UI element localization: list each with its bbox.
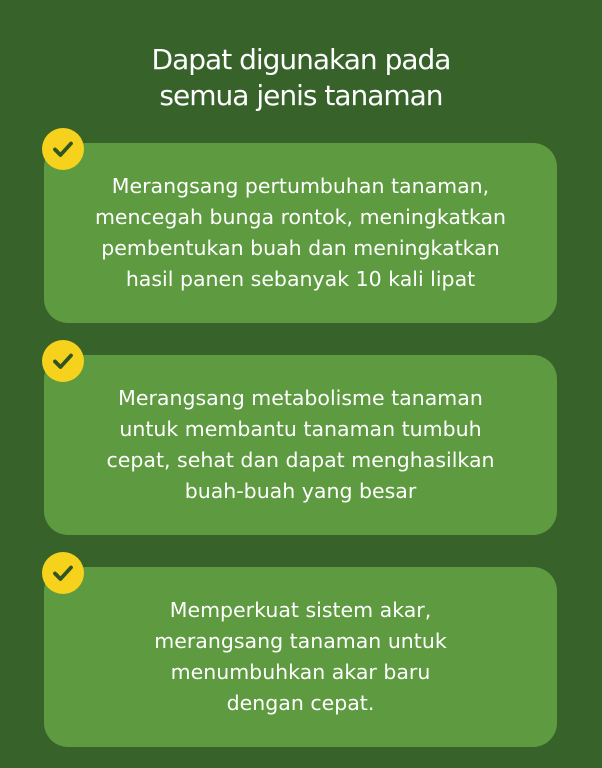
headline-line-1: Dapat digunakan pada [151, 43, 451, 76]
benefit-3-line-3: menumbuhkan akar baru [170, 660, 431, 684]
benefit-1-line-3: pembentukan buah dan meningkatkan [101, 236, 500, 260]
benefit-1-line-4: hasil panen sebanyak 10 kali lipat [125, 267, 476, 291]
benefit-card-3 [44, 567, 557, 747]
benefit-3-line-2: merangsang tanaman untuk [154, 629, 447, 653]
benefit-text-1 [68, 171, 533, 295]
headline [0, 42, 602, 114]
benefit-3-line-1: Memperkuat sistem akar, [169, 598, 432, 622]
benefit-card-2 [44, 355, 557, 535]
benefit-text-2 [68, 383, 533, 507]
benefit-text-3 [68, 595, 533, 719]
benefit-2-line-4: buah-buah yang besar [184, 479, 417, 503]
benefit-1-line-2: mencegah bunga rontok, meningkatkan [94, 205, 507, 229]
check-icon [42, 128, 84, 170]
benefit-3-line-4: dengan cepat. [226, 691, 375, 715]
benefit-2-line-3: cepat, sehat dan dapat menghasilkan [106, 448, 495, 472]
benefit-2-line-1: Merangsang metabolisme tanaman [118, 386, 483, 410]
headline-line-2: semua jenis tanaman [159, 79, 443, 112]
benefit-2-line-2: untuk membantu tanaman tumbuh [119, 417, 482, 441]
check-icon [42, 340, 84, 382]
benefit-card-1 [44, 143, 557, 323]
benefit-1-line-1: Merangsang pertumbuhan tanaman, [111, 174, 490, 198]
check-icon [42, 552, 84, 594]
